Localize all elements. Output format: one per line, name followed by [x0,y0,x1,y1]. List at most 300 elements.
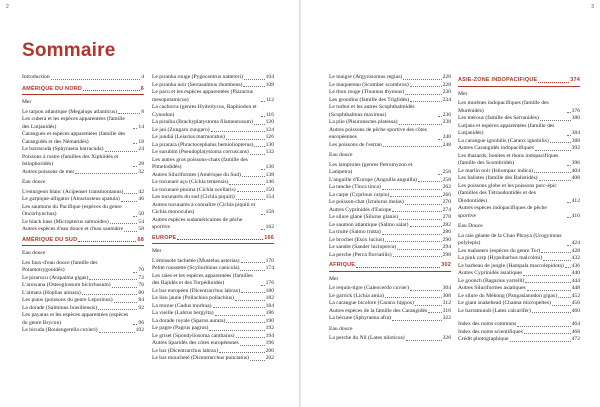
entry-page-number: 312 [442,300,451,306]
entry-title: Autres Cyprinidés d'Europe [329,206,392,213]
toc-entry[interactable] [152,74,274,82]
toc-entry[interactable] [152,127,274,135]
toc-entry[interactable] [458,248,580,256]
entry-page-number: 58 [138,226,144,232]
subsection-heading: Mer [329,275,339,282]
entry-page-number: 464 [571,321,580,327]
toc-entry[interactable] [22,146,144,154]
entry-title: Le garpique-alligator (Atractosteus spatula) [22,196,120,202]
toc-entry[interactable] [329,199,451,207]
entry-page-number: 190 [265,317,274,324]
toc-entry[interactable] [329,237,451,245]
subsection-heading: Mer [152,248,162,254]
dot-leader [567,135,571,136]
entry-page-number: 104 [265,74,274,80]
dot-leader [438,174,442,175]
dot-leader [532,312,571,313]
right-page-number: 3 [591,4,594,10]
toc-entry[interactable] [152,172,274,180]
entry-title: Carangues et espèces apparentées (famille des Carangidés et des Nématidés) [22,131,126,145]
dot-leader [410,290,442,291]
toc-entry[interactable] [152,340,274,348]
entry-page-number: 228 [442,81,451,88]
entry-title: Les payaras et les espèces apparentées (espèces du genre Brycon) [22,312,129,326]
toc-entry[interactable] [458,263,580,271]
entry-title: Le silure du Mékong (Pangasianodon gigas) [458,292,557,299]
dot-leader [124,231,137,232]
entry-title: Le tarpon atlantique (Megalops atlanticus) [22,108,118,115]
entry-title: Les thazards, bonites et thons indopacifiques (famille des Scombridés) [458,152,559,166]
toc-entry[interactable] [458,270,580,278]
toc-entry[interactable] [152,104,274,119]
toc-entry[interactable] [458,285,580,293]
entry-page-number: 146 [265,179,274,185]
toc-entry[interactable] [458,100,580,115]
entry-title: Autres Cyprinidés asiatiques [458,270,523,276]
entry-page-number: 226 [442,74,451,80]
toc-column-4 [458,74,580,344]
dot-leader [261,116,265,117]
entry-title: Le bar moucheté (Dicentrarchus punctatus) [152,355,249,361]
entry-title: Autres Sparidés des côtes européennes [152,340,239,346]
entry-title: Autres poissons de mer [22,168,75,175]
dot-leader [261,229,265,230]
entry-page-number: 174 [265,265,274,271]
entry-page-number: 192 [265,325,274,331]
section-title: AMÉRIQUE DU NORD [22,85,83,92]
section-heading[interactable] [329,262,451,272]
dot-leader [535,150,571,151]
toc-entry[interactable] [458,153,580,168]
entry-title: Les mérous (famille des Serranidés) [458,115,539,121]
toc-entry[interactable] [22,275,144,283]
entry-title: Introduction [22,74,50,80]
toc-entry[interactable] [329,142,451,150]
entry-title: Le jundiá (Leiarius marmoratus) [152,134,225,140]
entry-page-number: 282 [442,221,451,228]
entry-title: L'anguille d'Europe (Anguilla anguilla) [329,176,417,183]
entry-page-number: 154 [265,194,274,200]
entry-page-number: 412 [571,197,580,204]
toc-entry[interactable] [22,312,144,327]
entry-page-number: 456 [571,300,580,306]
section-title: ASIE-ZONE INDOPACIFIQUE [458,77,538,83]
toc-entry[interactable] [329,74,451,82]
entry-title: Les mahseers (espèces du genre Tor) [458,247,541,254]
dot-leader [240,270,264,271]
dot-leader [110,223,138,224]
toc-entry[interactable] [22,282,144,290]
entry-page-number: 266 [442,191,451,198]
toc-entry[interactable] [152,295,274,303]
subsection-heading: Mer [22,99,32,105]
toc-entry[interactable] [22,327,144,335]
toc-entry[interactable] [458,336,580,344]
toc-entry[interactable] [458,115,580,123]
entry-title: La carangue bicolore (Caranx hippos) [329,300,414,306]
dot-leader [236,337,265,338]
entry-page-number: 278 [442,214,451,220]
entry-page-number: 126 [265,134,274,140]
section-page-number: 6 [140,85,144,92]
dot-leader [567,217,571,218]
entry-page-number: 236 [442,111,451,118]
dot-leader [261,285,265,286]
toc-entry[interactable] [329,162,451,177]
entry-title: Le silure glane (Silurus glanis) [329,214,398,220]
subsection-heading: Mer [458,90,468,97]
toc-entry[interactable] [458,329,580,337]
dot-leader [254,124,265,125]
dot-leader [415,305,442,306]
dot-leader [133,166,137,167]
dot-leader [510,341,571,342]
entry-title: Le piranha noir (Serrasalmus rhombeus) [152,81,243,88]
toc-entry[interactable] [329,207,451,215]
toc-column-2 [152,74,274,363]
entry-title: Le barbeau de jungle (Hampala macrolepidota) [458,262,564,269]
toc-entry[interactable] [22,290,144,298]
toc-entry[interactable] [22,189,144,197]
entry-page-number: 76 [138,282,144,288]
subsection-heading: Eau douce [329,325,353,332]
section-page-number: 302 [441,262,451,268]
dot-leader [405,204,442,205]
entry-title: Les lamproies (genres Petromyzon et Lampetra) [329,161,413,175]
entry-title: Le saumon atlantique (Salmo salar) [329,221,409,228]
entry-page-number: 248 [442,141,451,148]
entry-title: Le black bass (Micropterus salmoides) [22,218,109,225]
dot-leader [83,90,140,91]
entry-title: Le bicuda (Boulengerella cuvieri) [22,327,98,333]
dot-leader [261,169,265,170]
toc-entry[interactable] [152,179,274,187]
dot-leader [410,101,441,102]
toc-entry[interactable] [329,335,451,343]
toc-entry[interactable] [22,74,144,82]
dot-leader [524,333,571,334]
entry-title: La plie (Pleuronectes platessa) [329,119,398,125]
toc-entry[interactable] [329,315,451,323]
toc-entry[interactable] [152,149,274,157]
toc-entry[interactable] [329,252,451,260]
entry-title: Le pacu et les espèces apparentées (Piaractus mesopotamicus) [152,89,253,103]
toc-entry[interactable] [458,145,580,153]
entry-page-number: 200 [265,347,274,354]
dot-leader [209,330,264,331]
toc-entry[interactable] [152,82,274,90]
dot-leader [51,79,141,80]
entry-title: Autres espèces de la famille des Carangidés [329,307,428,314]
entry-page-number: 130 [265,141,274,148]
dot-leader [241,292,264,293]
dot-leader [550,142,571,143]
entry-page-number: 316 [442,307,451,314]
dot-leader [89,279,137,280]
dot-leader [392,211,441,212]
toc-entry[interactable] [22,219,144,227]
toc-entry[interactable] [22,297,144,305]
toc-entry[interactable] [458,168,580,176]
toc-entry[interactable] [329,244,451,252]
entry-page-number: 380 [571,115,580,121]
entry-title: La pink carp (Hypsibarbus malcolmi) [458,255,543,261]
entry-page-number: 108 [265,81,274,88]
toc-column-1 [22,74,144,335]
entry-page-number: 416 [571,212,580,219]
toc-entry[interactable] [329,89,451,97]
toc-entry[interactable] [329,229,451,237]
entry-title: La raie géante de la Chao Phraya (Urogymnus polylepis) [458,232,562,246]
dot-leader [213,307,265,308]
entry-title: Le garrick (Lichia amia) [329,292,384,299]
entry-title: La piraíba (Brachyplatystoma filamentosum) [152,119,253,125]
dot-leader [254,146,264,147]
entry-page-number: 384 [571,130,580,136]
dot-leader [356,267,440,268]
entry-page-number: 182 [265,295,274,301]
toc-entry[interactable] [152,310,274,318]
toc-entry[interactable] [152,333,274,341]
entry-title: L'esturgeon blanc (Acipenser transmontanus) [22,188,124,195]
entry-page-number: 472 [571,336,580,342]
entry-page-number: 194 [265,332,274,339]
subsection-heading: Eau Douce [458,223,483,229]
entry-page-number: 176 [265,280,274,286]
toc-entry[interactable] [152,318,274,326]
dot-leader [261,101,265,102]
toc-entry[interactable] [458,321,580,329]
toc-entry[interactable] [329,293,451,301]
entry-page-number: 440 [571,270,580,276]
toc-entry[interactable] [458,278,580,286]
toc-entry[interactable] [458,233,580,248]
toc-entry[interactable] [329,285,451,293]
toc-entry[interactable] [329,127,451,142]
entry-page-number: 158 [265,209,274,215]
entry-page-number: 112 [265,96,274,103]
toc-entry[interactable] [152,142,274,150]
dot-leader [392,320,442,321]
dot-leader [236,199,265,200]
toc-entry[interactable] [152,265,274,273]
toc-entry[interactable] [22,131,144,146]
toc-entry[interactable] [152,217,274,232]
toc-entry[interactable] [152,258,274,266]
toc-entry[interactable] [152,194,274,202]
entry-page-number: 460 [571,307,580,314]
entry-title: Autres espèces sudaméricaines de pêche sportive [152,216,243,230]
entry-page-number: 72 [138,274,144,281]
entry-title: La carangue ignobilis (Caranx ignobilis) [458,137,549,144]
entry-title: Le griset (Spondyliosoma cantharus) [152,332,235,339]
toc-entry[interactable] [458,300,580,308]
toc-entry[interactable] [329,97,451,105]
entry-title: Les murènes indopacifiques (famille des Murénidés) [458,100,549,114]
toc-entry[interactable] [152,355,274,363]
entry-title: Autres Siluriformes (Amérique du Sud) [152,171,241,178]
entry-title: La perche (Perca fluviatilis) [329,251,392,258]
entry-title: La carpe (Cyprinus carpio) [329,191,390,198]
entry-page-number: 240 [442,134,451,140]
entry-page-number: 46 [138,196,144,202]
toc-entry[interactable] [152,303,274,311]
dot-leader [552,305,571,306]
entry-title: La morue (Gadus morhua) [152,302,212,309]
entry-page-number: 322 [442,315,451,321]
dot-leader [82,294,138,295]
toc-entry[interactable] [22,204,144,219]
toc-entry[interactable] [152,89,274,104]
toc-entry[interactable] [329,177,451,185]
entry-title: Autres espèces d'eau douce et d'eau saumâtre [22,226,124,232]
entry-title: Le giant snakehead (Channa micropeltes) [458,300,551,306]
entry-page-number: 54 [138,218,144,225]
dot-leader [229,184,264,185]
left-page-number: 2 [6,4,9,10]
dot-leader [541,252,570,253]
subsection-heading: Eau douce [329,152,353,158]
dot-leader [118,113,140,114]
entry-title: Autres Carangidés indopacifiques [458,145,534,151]
toc-entry[interactable] [458,255,580,263]
dot-leader [397,249,441,250]
toc-entry[interactable] [152,187,274,195]
entry-title: Les faux-d'eau douce (famille des Potamotrygonidés) [22,259,98,273]
toc-entry[interactable] [329,214,451,222]
dot-leader [215,315,265,316]
toc-entry[interactable] [329,184,451,192]
toc-entry[interactable] [329,300,451,308]
entry-page-number: 376 [571,107,580,114]
dot-leader [243,86,264,87]
entry-title: Les cubera et les espèces apparentées (famille des Lutjanidés) [22,116,125,130]
section-heading[interactable] [22,86,144,96]
right-page [301,0,600,407]
entry-title: Les poissons de l'estran [329,141,382,148]
toc-entry[interactable] [458,138,580,146]
dot-leader [403,79,441,80]
dot-leader [99,332,135,333]
toc-entry[interactable] [152,119,274,127]
toc-entry[interactable] [152,157,274,172]
dot-leader [105,151,138,152]
section-title: AFRIQUE [329,262,356,268]
toc-entry[interactable] [458,175,580,183]
entry-page-number: 392 [571,145,580,151]
entry-page-number: 136 [265,164,274,170]
toc-entry[interactable] [22,169,144,177]
toc-entry[interactable] [458,205,580,220]
section-title: EUROPE [152,234,177,241]
entry-title: L'émissole tachetée (Mustelus asterias) [152,257,240,264]
entry-page-number: 290 [442,236,451,243]
entry-page-number: 396 [571,160,580,166]
dot-leader [534,172,571,173]
entry-title: La dorade royale (Sparus aurata) [152,317,226,324]
toc-entry[interactable] [329,222,451,230]
entry-page-number: 448 [571,285,580,291]
dot-leader [237,191,265,192]
entry-title: La pirarara (Phractocephalus hemioliopterus) [152,141,254,148]
section-page-number: 68 [137,236,144,243]
toc-entry[interactable] [22,154,144,169]
dot-leader [399,124,442,125]
toc-entry[interactable] [329,192,451,200]
toc-entry[interactable] [329,308,451,316]
toc-entry[interactable] [152,202,274,217]
toc-entry[interactable] [329,82,451,90]
entry-title: Poissons à rostre (familles des Xiphiidés et Istiophoridés) [22,153,119,167]
toc-entry[interactable] [22,109,144,117]
toc-entry[interactable] [22,226,144,234]
toc-entry[interactable] [152,325,274,333]
toc-entry[interactable] [22,260,144,275]
entry-title: Index des noms communs [458,321,517,327]
entry-title: Le tucunaré açu (Cichla temensis) [152,179,229,185]
toc-entry[interactable] [458,183,580,206]
entry-page-number: 258 [442,176,451,183]
entry-title: Le pagre (Pagrus pagrus) [152,325,209,331]
entry-title: Les balistes (famille des Balistidés) [458,175,538,181]
dot-leader [390,196,441,197]
dot-leader [543,260,570,261]
toc-entry[interactable] [152,273,274,288]
page-title: Sommaire [22,40,116,61]
entry-title: Les piaus (poissons du genre Leporinus) [22,297,113,303]
toc-entry[interactable] [22,116,144,131]
toc-entry[interactable] [458,308,580,316]
entry-page-number: 102 [135,327,144,333]
toc-entry[interactable] [329,119,451,127]
toc-entry[interactable] [152,134,274,142]
toc-entry[interactable] [329,104,451,119]
entry-page-number: 14 [138,123,144,130]
entry-page-number: 8 [141,108,144,115]
toc-entry[interactable] [152,348,274,356]
section-heading[interactable] [22,237,144,247]
entry-title: Le sandre (Sander lucioperca) [329,244,397,250]
entry-page-number: 298 [442,251,451,258]
toc-entry[interactable] [458,293,580,301]
entry-page-number: 150 [265,186,274,193]
dot-leader [385,241,441,242]
entry-title: Crédit photographique [458,336,509,342]
entry-page-number: 326 [442,335,451,341]
toc-entry[interactable] [458,123,580,138]
section-heading[interactable] [458,77,580,87]
toc-entry[interactable] [22,196,144,204]
toc-entry[interactable] [22,305,144,313]
entry-page-number: 92 [138,304,144,311]
dot-leader [399,219,442,220]
entry-page-number: 444 [571,277,580,284]
dot-leader [438,116,442,117]
section-title: AMÉRIQUE DU SUD [22,236,78,243]
entry-page-number: 28 [138,161,144,167]
entry-title: Le tucunaré pinima (Cichla ocellaris) [152,186,236,193]
toc-entry[interactable] [152,288,274,296]
dot-leader [241,262,265,263]
entry-title: La truite (Salmo trutta) [329,229,381,235]
dot-leader [565,267,571,268]
entry-page-number: 436 [571,262,580,269]
entry-title: Autres espèces indopacifiques de pêche sportive [458,205,547,219]
entry-page-number: 120 [265,119,274,125]
entry-title: Les autres gros poissons-chats (famille des Pimelodidés) [152,156,248,170]
section-heading[interactable] [152,235,274,245]
entry-page-number: 138 [265,171,274,178]
